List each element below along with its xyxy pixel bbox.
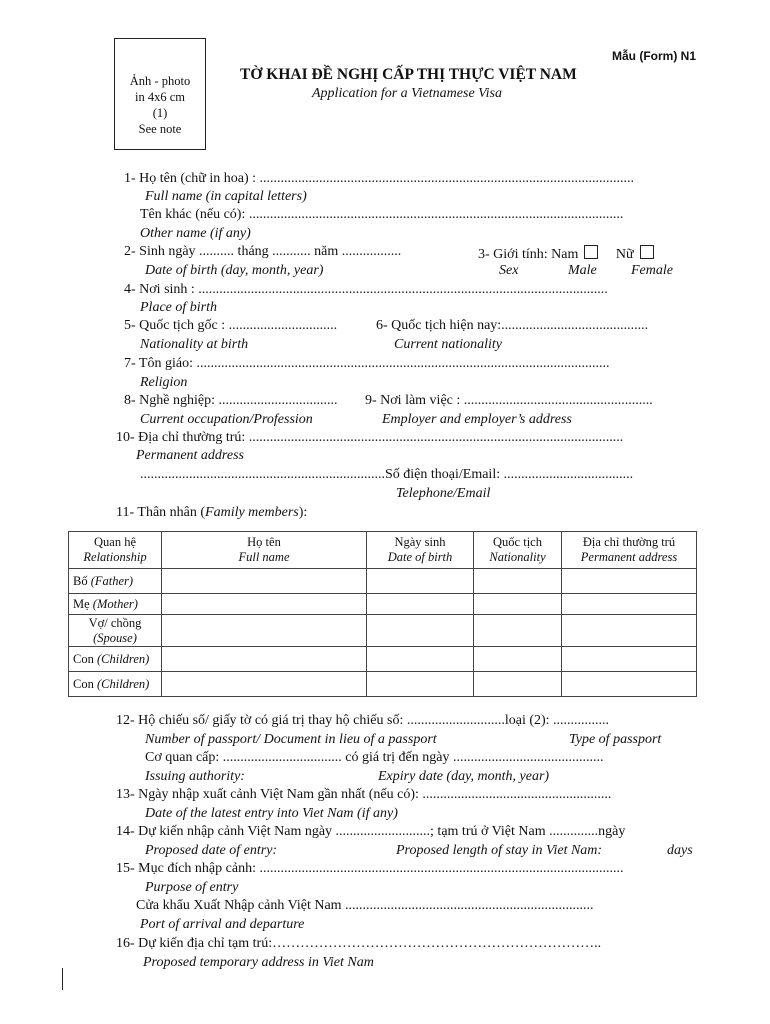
religion-label-en: Religion — [140, 375, 188, 390]
proposed-entry-field[interactable]: 14- Dự kiến nhập cảnh Việt Nam ngày ...........................; tạm trú ở Việt Nam ..............ngày — [116, 824, 626, 839]
telephone-email-label-en: Telephone/Email — [396, 486, 491, 501]
address-cell[interactable] — [562, 569, 697, 594]
date-of-birth-cell[interactable] — [367, 647, 474, 672]
passport-number-label-en: Number of passport/ Document in lieu of a passport — [145, 732, 437, 747]
issuing-authority-field[interactable]: Cơ quan cấp: .................................. có giá trị đến ngày ........................................... — [145, 750, 604, 765]
length-of-stay-label-en: Proposed length of stay in Viet Nam: — [396, 843, 603, 858]
address-cell[interactable] — [562, 615, 697, 647]
nationality-cell[interactable] — [474, 647, 562, 672]
relationship-cell: Bố (Father) — [69, 569, 162, 594]
place-of-birth-label-en: Place of birth — [140, 300, 217, 315]
full-name-cell[interactable] — [162, 594, 367, 615]
female-checkbox[interactable] — [640, 245, 654, 259]
address-cell[interactable] — [562, 594, 697, 615]
other-name-label-en: Other name (if any) — [140, 226, 251, 241]
nationality-cell[interactable] — [474, 615, 562, 647]
permanent-address-field[interactable]: 10- Địa chỉ thường trú: ........................................................................................................... — [116, 430, 624, 445]
date-of-birth-field[interactable]: 2- Sinh ngày .......... tháng ........... năm ................. — [124, 244, 402, 259]
proposed-entry-label-en: Proposed date of entry: — [145, 843, 278, 858]
relationship-cell: Vợ/ chồng (Spouse) — [69, 615, 162, 647]
relationship-cell: Con (Children) — [69, 672, 162, 697]
photo-label-line1: Ảnh - photo — [129, 74, 191, 88]
male-checkbox[interactable] — [584, 245, 598, 259]
male-label-en: Male — [568, 263, 597, 278]
sex-field — [478, 245, 654, 262]
header-date-of-birth: Ngày sinh Date of birth — [367, 532, 474, 569]
religion-field[interactable]: 7- Tôn giáo: ...................................................................................................................... — [124, 356, 610, 371]
date-of-birth-cell[interactable] — [367, 594, 474, 615]
photo-placeholder-box — [114, 38, 206, 150]
table-header-row — [69, 532, 697, 569]
photo-label-line3: (1) — [152, 106, 168, 120]
address-cell[interactable] — [562, 647, 697, 672]
passport-type-label-en: Type of passport — [569, 732, 662, 747]
latest-entry-label-en: Date of the latest entry into Viet Nam (if any) — [145, 806, 398, 821]
occupation-field[interactable]: 8- Nghề nghiệp: .................................. — [124, 393, 338, 408]
nationality-at-birth-field[interactable]: 5- Quốc tịch gốc : ............................... — [124, 318, 338, 333]
nationality-cell[interactable] — [474, 672, 562, 697]
occupation-label-en: Current occupation/Profession — [140, 412, 313, 427]
date-of-birth-cell[interactable] — [367, 615, 474, 647]
full-name-cell[interactable] — [162, 672, 367, 697]
form-subtitle: Application for a Vietnamese Visa — [312, 86, 503, 101]
table-row — [69, 615, 697, 647]
form-title: TỜ KHAI ĐỀ NGHỊ CẤP THỊ THỰC VIỆT NAM — [240, 66, 577, 83]
family-heading-en: Family members — [205, 505, 299, 520]
family-heading-vi: 11- Thân nhân ( — [116, 505, 206, 520]
relationship-cell: Con (Children) — [69, 647, 162, 672]
family-members-table — [68, 531, 697, 697]
employer-label-en: Employer and employer’s address — [382, 412, 572, 427]
photo-label-line4: See note — [138, 122, 182, 136]
date-of-birth-cell[interactable] — [367, 569, 474, 594]
sex-label: 3- Giới tính: Nam — [478, 247, 579, 262]
full-name-field[interactable]: 1- Họ tên (chữ in hoa) : ........................................................................................................... — [124, 171, 634, 186]
table-row — [69, 569, 697, 594]
nationality-cell[interactable] — [474, 594, 562, 615]
table-row — [69, 594, 697, 615]
header-nationality: Quốc tịch Nationality — [474, 532, 562, 569]
table-row — [69, 672, 697, 697]
date-of-birth-cell[interactable] — [367, 672, 474, 697]
days-label-en: days — [667, 843, 693, 858]
table-row — [69, 647, 697, 672]
full-name-cell[interactable] — [162, 569, 367, 594]
family-members-heading — [116, 506, 307, 520]
family-heading-end: ): — [298, 505, 308, 520]
permanent-address-label-en: Permanent address — [136, 448, 244, 463]
header-full-name: Họ tên Full name — [162, 532, 367, 569]
photo-label-line2: in 4x6 cm — [135, 90, 185, 104]
purpose-of-entry-label-en: Purpose of entry — [145, 880, 239, 895]
port-field[interactable]: Cửa khẩu Xuất Nhập cảnh Việt Nam ....................................................................... — [136, 898, 594, 913]
form-code: Mẫu (Form) N1 — [612, 49, 696, 63]
place-of-birth-field[interactable]: 4- Nơi sinh : ..................................................................................................................... — [124, 282, 608, 297]
date-of-birth-label-en: Date of birth (day, month, year) — [145, 263, 324, 278]
margin-mark — [62, 968, 63, 990]
female-label: Nữ — [615, 247, 634, 262]
employer-field[interactable]: 9- Nơi làm việc : ...................................................... — [365, 393, 653, 408]
female-label-en: Female — [631, 263, 673, 278]
full-name-cell[interactable] — [162, 615, 367, 647]
other-name-field[interactable]: Tên khác (nếu có): ........................................................................................................... — [140, 207, 624, 222]
expiry-date-label-en: Expiry date (day, month, year) — [378, 769, 550, 784]
header-relationship: Quan hệ Relationship — [69, 532, 162, 569]
latest-entry-field[interactable]: 13- Ngày nhập xuất cảnh Việt Nam gần nhất (nếu có): ...................................................... — [116, 787, 612, 802]
temporary-address-field[interactable]: 16- Dự kiến địa chỉ tạm trú:…………………………………………………………….. — [116, 936, 602, 951]
issuing-authority-label-en: Issuing authority: — [145, 769, 245, 784]
purpose-of-entry-field[interactable]: 15- Mục đích nhập cảnh: ........................................................................................................ — [116, 861, 624, 876]
port-label-en: Port of arrival and departure — [140, 917, 305, 932]
full-name-cell[interactable] — [162, 647, 367, 672]
nationality-cell[interactable] — [474, 569, 562, 594]
current-nationality-field[interactable]: 6- Quốc tịch hiện nay:.......................................... — [376, 318, 649, 333]
full-name-label-en: Full name (in capital letters) — [145, 189, 307, 204]
header-permanent-address: Địa chỉ thường trú Permanent address — [562, 532, 697, 569]
sex-label-en: Sex — [499, 263, 519, 278]
address-cell[interactable] — [562, 672, 697, 697]
nationality-at-birth-label-en: Nationality at birth — [140, 337, 249, 352]
relationship-cell: Mẹ (Mother) — [69, 594, 162, 615]
passport-number-field[interactable]: 12- Hộ chiếu số/ giấy tờ có giá trị thay hộ chiếu số: ............................loại (2): ................ — [116, 713, 610, 728]
temporary-address-label-en: Proposed temporary address in Viet Nam — [143, 955, 374, 970]
current-nationality-label-en: Current nationality — [394, 337, 502, 352]
telephone-email-field[interactable]: ......................................................................Số điện thoại/Email: ..................................... — [140, 467, 634, 482]
